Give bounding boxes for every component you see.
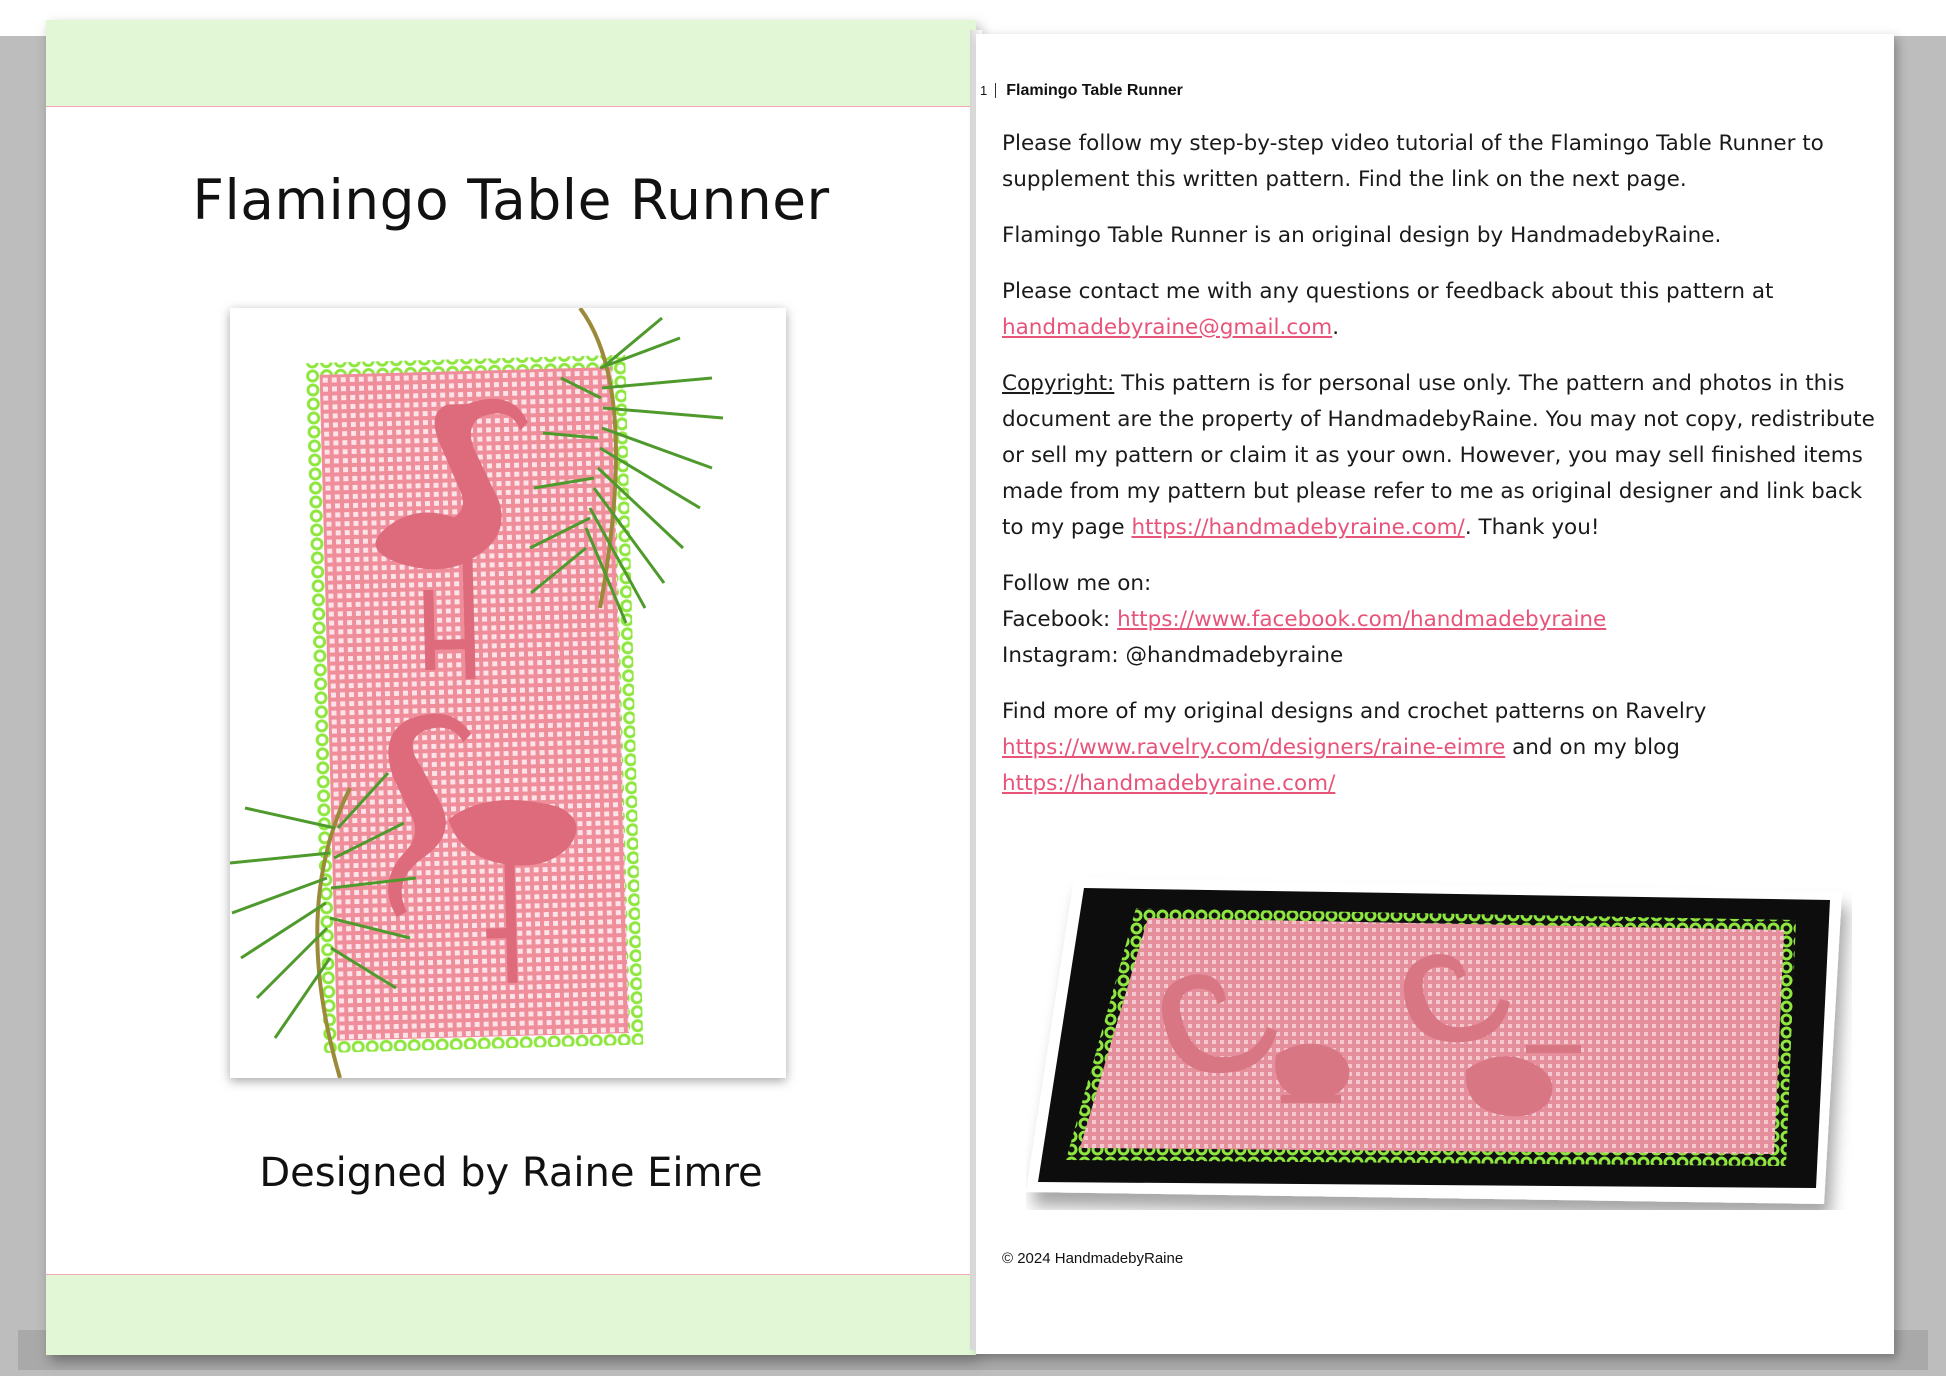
paragraph-ravelry [1002,694,1882,802]
instagram-text: Instagram: @handmadebyraine [1002,643,1344,668]
page-footer: © 2024 HandmadebyRaine [1002,1250,1184,1267]
cover-photo [230,308,786,1078]
copyright-text: This pattern is for personal use only. The pattern and photos in this document are the property of HandmadebyRaine. You may not copy, redistribute or sell my pattern or claim it as your own. However, you may sell finished items made from my pattern but please refer to me as original designer and link back to my page [1002,371,1875,540]
site-link[interactable]: https://handmadebyraine.com/ [1131,515,1465,540]
follow-heading: Follow me on: [1002,571,1152,596]
blog-text: and on my blog [1505,735,1680,760]
body-text [1002,126,1882,822]
ravelry-text: Find more of my original designs and crochet patterns on Ravelry [1002,699,1707,724]
paragraph-contact [1002,274,1882,346]
page-number: 1 [980,83,996,98]
email-link[interactable]: handmadebyraine@gmail.com [1002,315,1333,340]
paragraph-intro: Please follow my step-by-step video tutorial of the Flamingo Table Runner to supplement this written pattern. Find the link on the next page. [1002,131,1824,192]
cover-bottom-band [46,1274,976,1355]
cover-page [46,20,976,1355]
blog-link[interactable]: https://handmadebyraine.com/ [1002,771,1336,796]
flamingo-runner-horizontal-image [1026,870,1852,1210]
copyright-label: Copyright: [1002,371,1115,396]
cover-top-band [46,20,976,107]
contact-end: . [1332,315,1340,340]
facebook-label: Facebook: [1002,607,1118,632]
page-header [980,82,1183,100]
ravelry-link[interactable]: https://www.ravelry.com/designers/raine-eimre [1002,735,1506,760]
text-page [976,34,1894,1354]
cover-title: Flamingo Table Runner [192,168,830,232]
cover-subtitle: Designed by Raine Eimre [259,1150,763,1196]
flamingo-runner-vertical-image [230,308,786,1078]
header-title: Flamingo Table Runner [1006,82,1183,99]
contact-text: Please contact me with any questions or feedback about this pattern at [1002,279,1774,304]
paragraph-copyright [1002,366,1882,546]
paragraph-design: Flamingo Table Runner is an original design by HandmadebyRaine. [1002,223,1722,248]
runner-photo [1026,870,1852,1210]
copyright-end: . Thank you! [1464,515,1600,540]
facebook-link[interactable]: https://www.facebook.com/handmadebyraine [1117,607,1607,632]
paragraph-follow [1002,566,1882,674]
